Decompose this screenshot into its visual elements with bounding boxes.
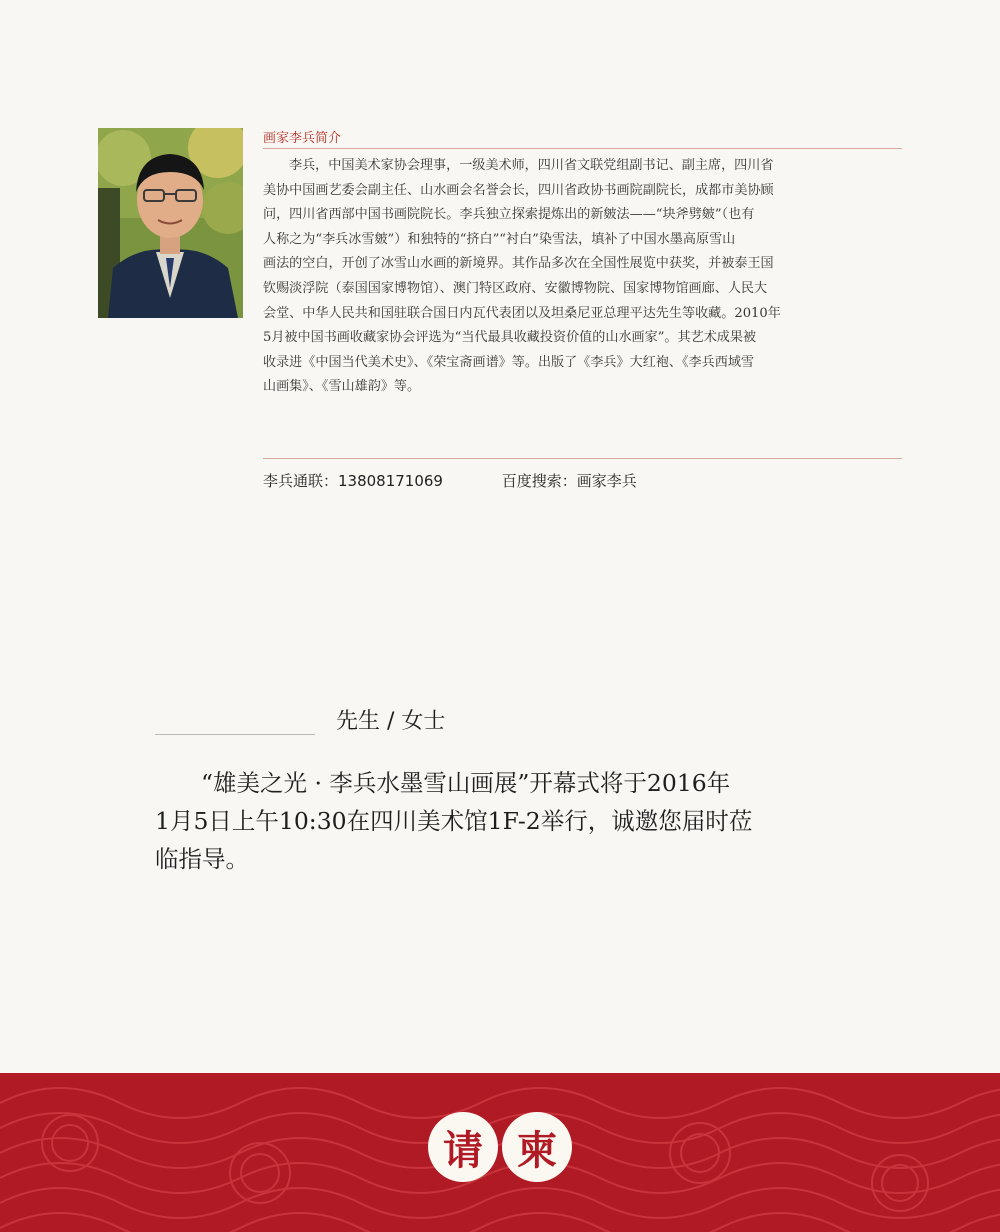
bio-line: 问，四川省西部中国书画院院长。李兵独立探索提炼出的新皴法——“块斧劈皴”（也有 [263,207,755,223]
bio-bottom-divider [263,458,902,459]
bio-line: 画法的空白，开创了冰雪山水画的新境界。其作品多次在全国性展览中获奖，并被泰王国 [263,256,774,272]
bio-line: 收录进《中国当代美术史》、《荣宝斋画谱》等。出版了《李兵》大红袍、《李兵西域雪 [263,354,755,370]
invitation-text [155,764,855,878]
seal-jian: 柬 [502,1112,572,1182]
bio-line: 山画集》、《雪山雄韵》等。 [263,379,421,395]
bio-line: 美协中国画艺委会副主任、山水画会名誉会长，四川省政协书画院副院长，成都市美协顾 [263,182,774,198]
contact-search: 百度搜索：画家李兵 [501,472,637,490]
salutation: 先生 / 女士 [336,709,446,734]
contact-info [263,470,691,491]
bio-line: 李兵，中国美术家协会理事，一级美术师，四川省文联党组副书记、副主席，四川省 [289,158,774,173]
invitation-line: “雄美之光 · 李兵水墨雪山画展”开幕式将于2016年 [201,769,731,797]
bio-top-divider [263,148,902,149]
portrait-image [98,128,243,318]
bio-line: 5月被中国书画收藏家协会评选为“当代最具收藏投资价值的山水画家”。其艺术成果被 [263,330,757,346]
bio-paragraph [263,154,902,400]
bio-line: 人称之为“李兵冰雪皴”）和独特的“挤白”“衬白”染雪法，填补了中国水墨高原雪山 [263,231,736,247]
wave-pattern [0,1073,1000,1232]
footer-wave-band [0,1073,1000,1232]
artist-portrait [98,128,243,318]
bio-line: 会堂、中华人民共和国驻联合国日内瓦代表团以及坦桑尼亚总理平达先生等收藏。2010年 [263,305,781,321]
bio-heading: 画家李兵简介 [263,131,342,146]
invitation-line: 临指导。 [155,845,249,873]
seal-qing: 请 [428,1112,498,1182]
invitation-line: 1月5日上午10:30在四川美术馆1F-2举行，诚邀您届时莅 [155,807,753,835]
recipient-name-blank [155,734,315,735]
contact-phone: 李兵通联：13808171069 [263,472,443,490]
bio-line: 钦赐淡浮院（泰国国家博物馆）、澳门特区政府、安徽博物院、国家博物馆画廊、人民大 [263,280,768,296]
